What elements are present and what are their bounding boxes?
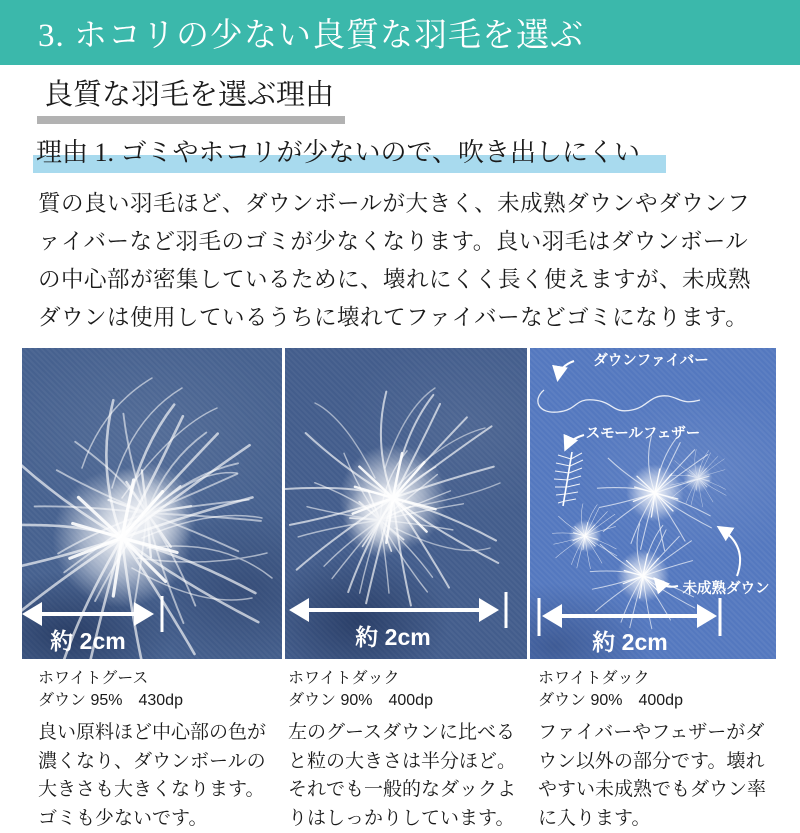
down-fiber-strand: [538, 390, 700, 412]
caption-description: ファイバーやフェザーがダウン以外の部分です。壊れやすい未成熟でもダウン率に入ります。: [538, 722, 767, 829]
caption-title: ホワイトダック: [288, 670, 400, 687]
scale-label-3: 約 2cm: [592, 629, 668, 655]
photo-white-duck-annotated: [530, 348, 776, 659]
caption-white-duck-impurities: [538, 668, 800, 833]
photo-white-goose: [22, 348, 282, 659]
feather-photo-strip: [22, 348, 776, 659]
caption-spec: ダウン 95% 430dp: [38, 692, 183, 709]
impurities-illustration: [530, 348, 776, 659]
annotation-small-feather: スモールフェザー: [585, 426, 701, 442]
annotation-immature-down: 未成熟ダウン: [682, 581, 770, 597]
page-banner: [0, 0, 800, 65]
caption-description: 左のグースダウンに比べると粒の大きさは半分ほど。それでも一般的なダックよりはしっかりしています。: [288, 722, 517, 829]
small-feather-shape: [554, 452, 583, 506]
reason-heading: 理由 1. ゴミやホコリが少ないので、吹き出しにくい: [33, 136, 666, 173]
white-goose-feather-illustration: [22, 348, 282, 659]
scale-label-1: 約 2cm: [50, 628, 126, 654]
annotation-down-fiber: ダウンファイバー: [593, 353, 709, 369]
white-duck-feather-illustration: [285, 348, 527, 659]
small-feather-arrow: [566, 435, 584, 448]
reason-heading-row: [33, 136, 800, 172]
scale-label-2: 約 2cm: [355, 624, 431, 650]
caption-title: ホワイトダック: [538, 670, 650, 687]
banner-title: 3. ホコリの少ない良質な羽毛を選ぶ: [38, 18, 584, 54]
caption-spec: ダウン 90% 400dp: [288, 692, 433, 709]
photo-captions: [0, 668, 800, 833]
heading-underline-bar: [37, 116, 345, 124]
caption-spec: ダウン 90% 400dp: [538, 692, 683, 709]
caption-white-duck: [288, 668, 538, 833]
body-paragraph: 質の良い羽毛ほど、ダウンボールが大きく、未成熟ダウンやダウンファイバーなど羽毛のゴミが少なくなります。良い羽毛はダウンボールの中心部が密集しているために、壊れにくく長く使えますが、未成熟ダウンは使用しているうちに壊れてファイバーなどゴミになります。: [38, 191, 752, 330]
down-fiber-arrow: [558, 361, 574, 378]
photo-white-duck: [285, 348, 527, 659]
caption-description: 良い原料ほど中心部の色が濃くなり、ダウンボールの大きさも大きくなります。ゴミも少ないです。: [38, 722, 267, 829]
immature-down-arrow-upper: [720, 528, 740, 576]
scale-arrow-2: [289, 592, 506, 650]
section-heading: 良質な羽毛を選ぶ理由: [44, 79, 335, 111]
caption-white-goose: [38, 668, 288, 833]
caption-title: ホワイトグース: [38, 670, 149, 687]
